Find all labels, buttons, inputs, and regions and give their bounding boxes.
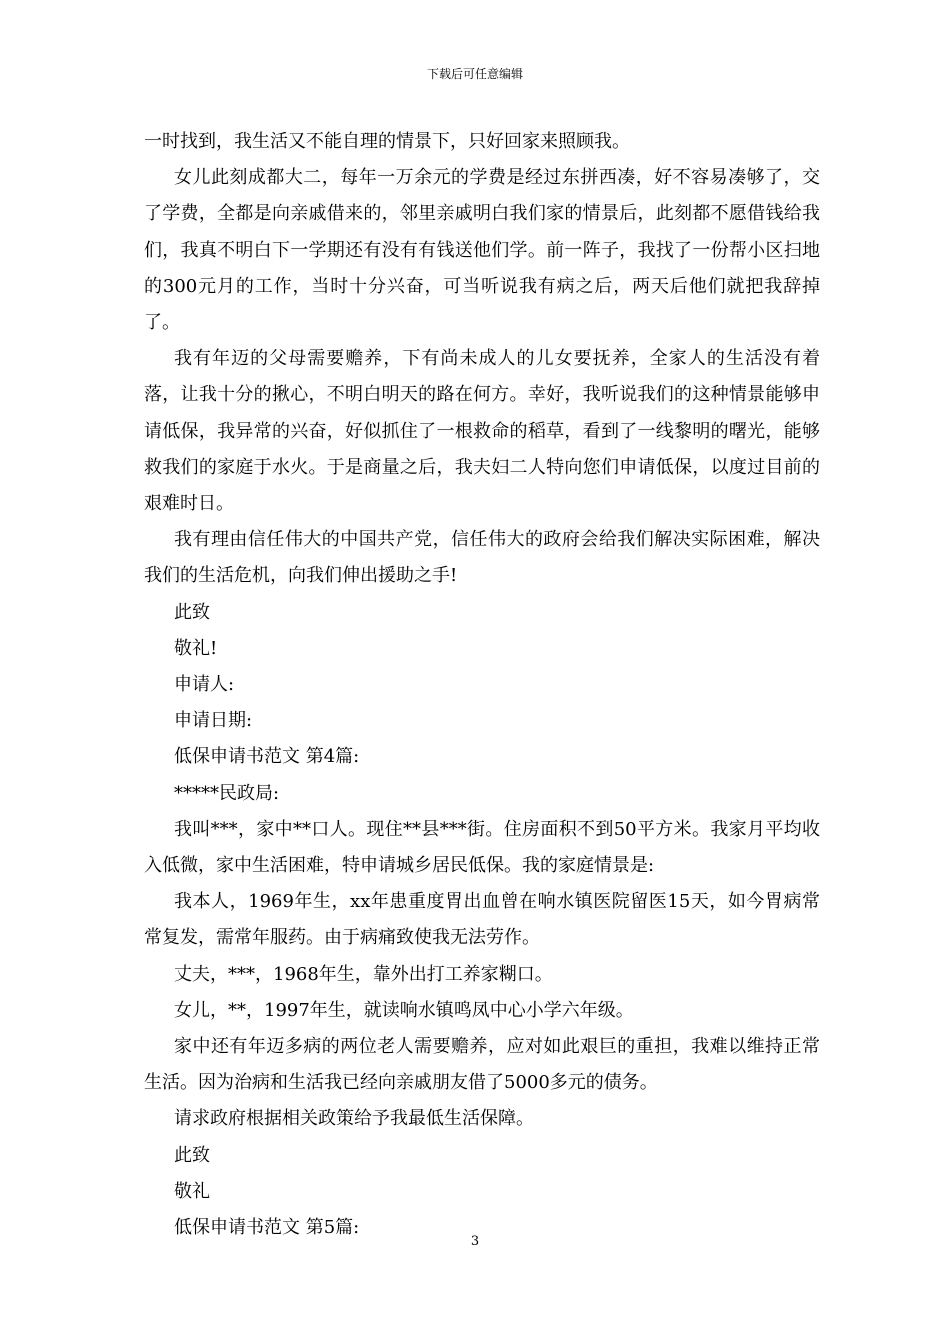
closing-regards: 敬礼! [174,637,218,659]
paragraph-15: 请求政府根据相关政策给予我最低生活保障。 [174,1108,534,1130]
closing-regards-2: 敬礼 [174,1180,210,1202]
recipient-line: *****民政局: [174,782,280,804]
paragraph-2: 我有年迈的父母需要赡养，下有尚未成人的儿女要抚养，全家人的生活没有着落，让我十分的揪心，不明白明天的路在何方。幸好，我听说我们的这种情景能够申请低保，我异常的兴奋，好似抓住了一根救命的稻草，看到了一线黎明的曙光，能够救我们的家庭于水火。于是商量之后，我夫妇二人特向您们申请低保，以度过目前的艰难时日。 [144,348,820,515]
paragraph-10: 我叫***，家中**口人。现住**县***街。住房面积不到50平方米。我家月平均收入低微，家中生活困难，特申请城乡居民低保。我的家庭情景是: [144,818,820,877]
paragraph-3: 我有理由信任伟大的中国共产党，信任伟大的政府会给我们解决实际困难，解决我们的生活危机，向我们伸出援助之手! [144,529,820,587]
paragraph-11: 我本人，1969年生，xx年患重度胃出血曾在响水镇医院留医15天，如今胃病常常复发，需常年服药。由于病痛致使我无法劳作。 [144,891,820,949]
document-body [144,124,820,1246]
paragraph-13: 女儿，**，1997年生，就读响水镇鸣凤中心小学六年级。 [174,999,634,1021]
page-header: 下载后可任意编辑 [426,67,523,81]
application-date-line: 申请日期: [174,710,253,732]
section-heading-5: 低保申请书范文 第5篇: [174,1217,360,1239]
section-heading-4: 低保申请书范文 第4篇: [174,746,360,768]
page-number: 3 [470,1234,480,1249]
closing-salutation-2: 此致 [174,1144,210,1166]
paragraph-14: 家中还有年迈多病的两位老人需要赡养，应对如此艰巨的重担，我难以维持正常生活。因为治病和生活我已经向亲戚朋友借了5000多元的债务。 [144,1036,820,1094]
paragraph-1: 女儿此刻成都大二，每年一万余元的学费是经过东拼西凑，好不容易凑够了，交了学费，全都是向亲戚借来的，邻里亲戚明白我们家的情景后，此刻都不愿借钱给我们，我真不明白下一学期还有没有有钱送他们学。前一阵子，我找了一份帮小区扫地的300元月的工作，当时十分兴奋，可当听说我有病之后，两天后他们就把我辞掉了。 [144,167,820,334]
paragraph-0: 一时找到，我生活又不能自理的情景下，只好回家来照顾我。 [144,131,630,152]
paragraph-12: 丈夫，***，1968年生，靠外出打工养家糊口。 [174,963,553,985]
applicant-line: 申请人: [174,674,235,696]
closing-salutation: 此致 [174,601,210,623]
